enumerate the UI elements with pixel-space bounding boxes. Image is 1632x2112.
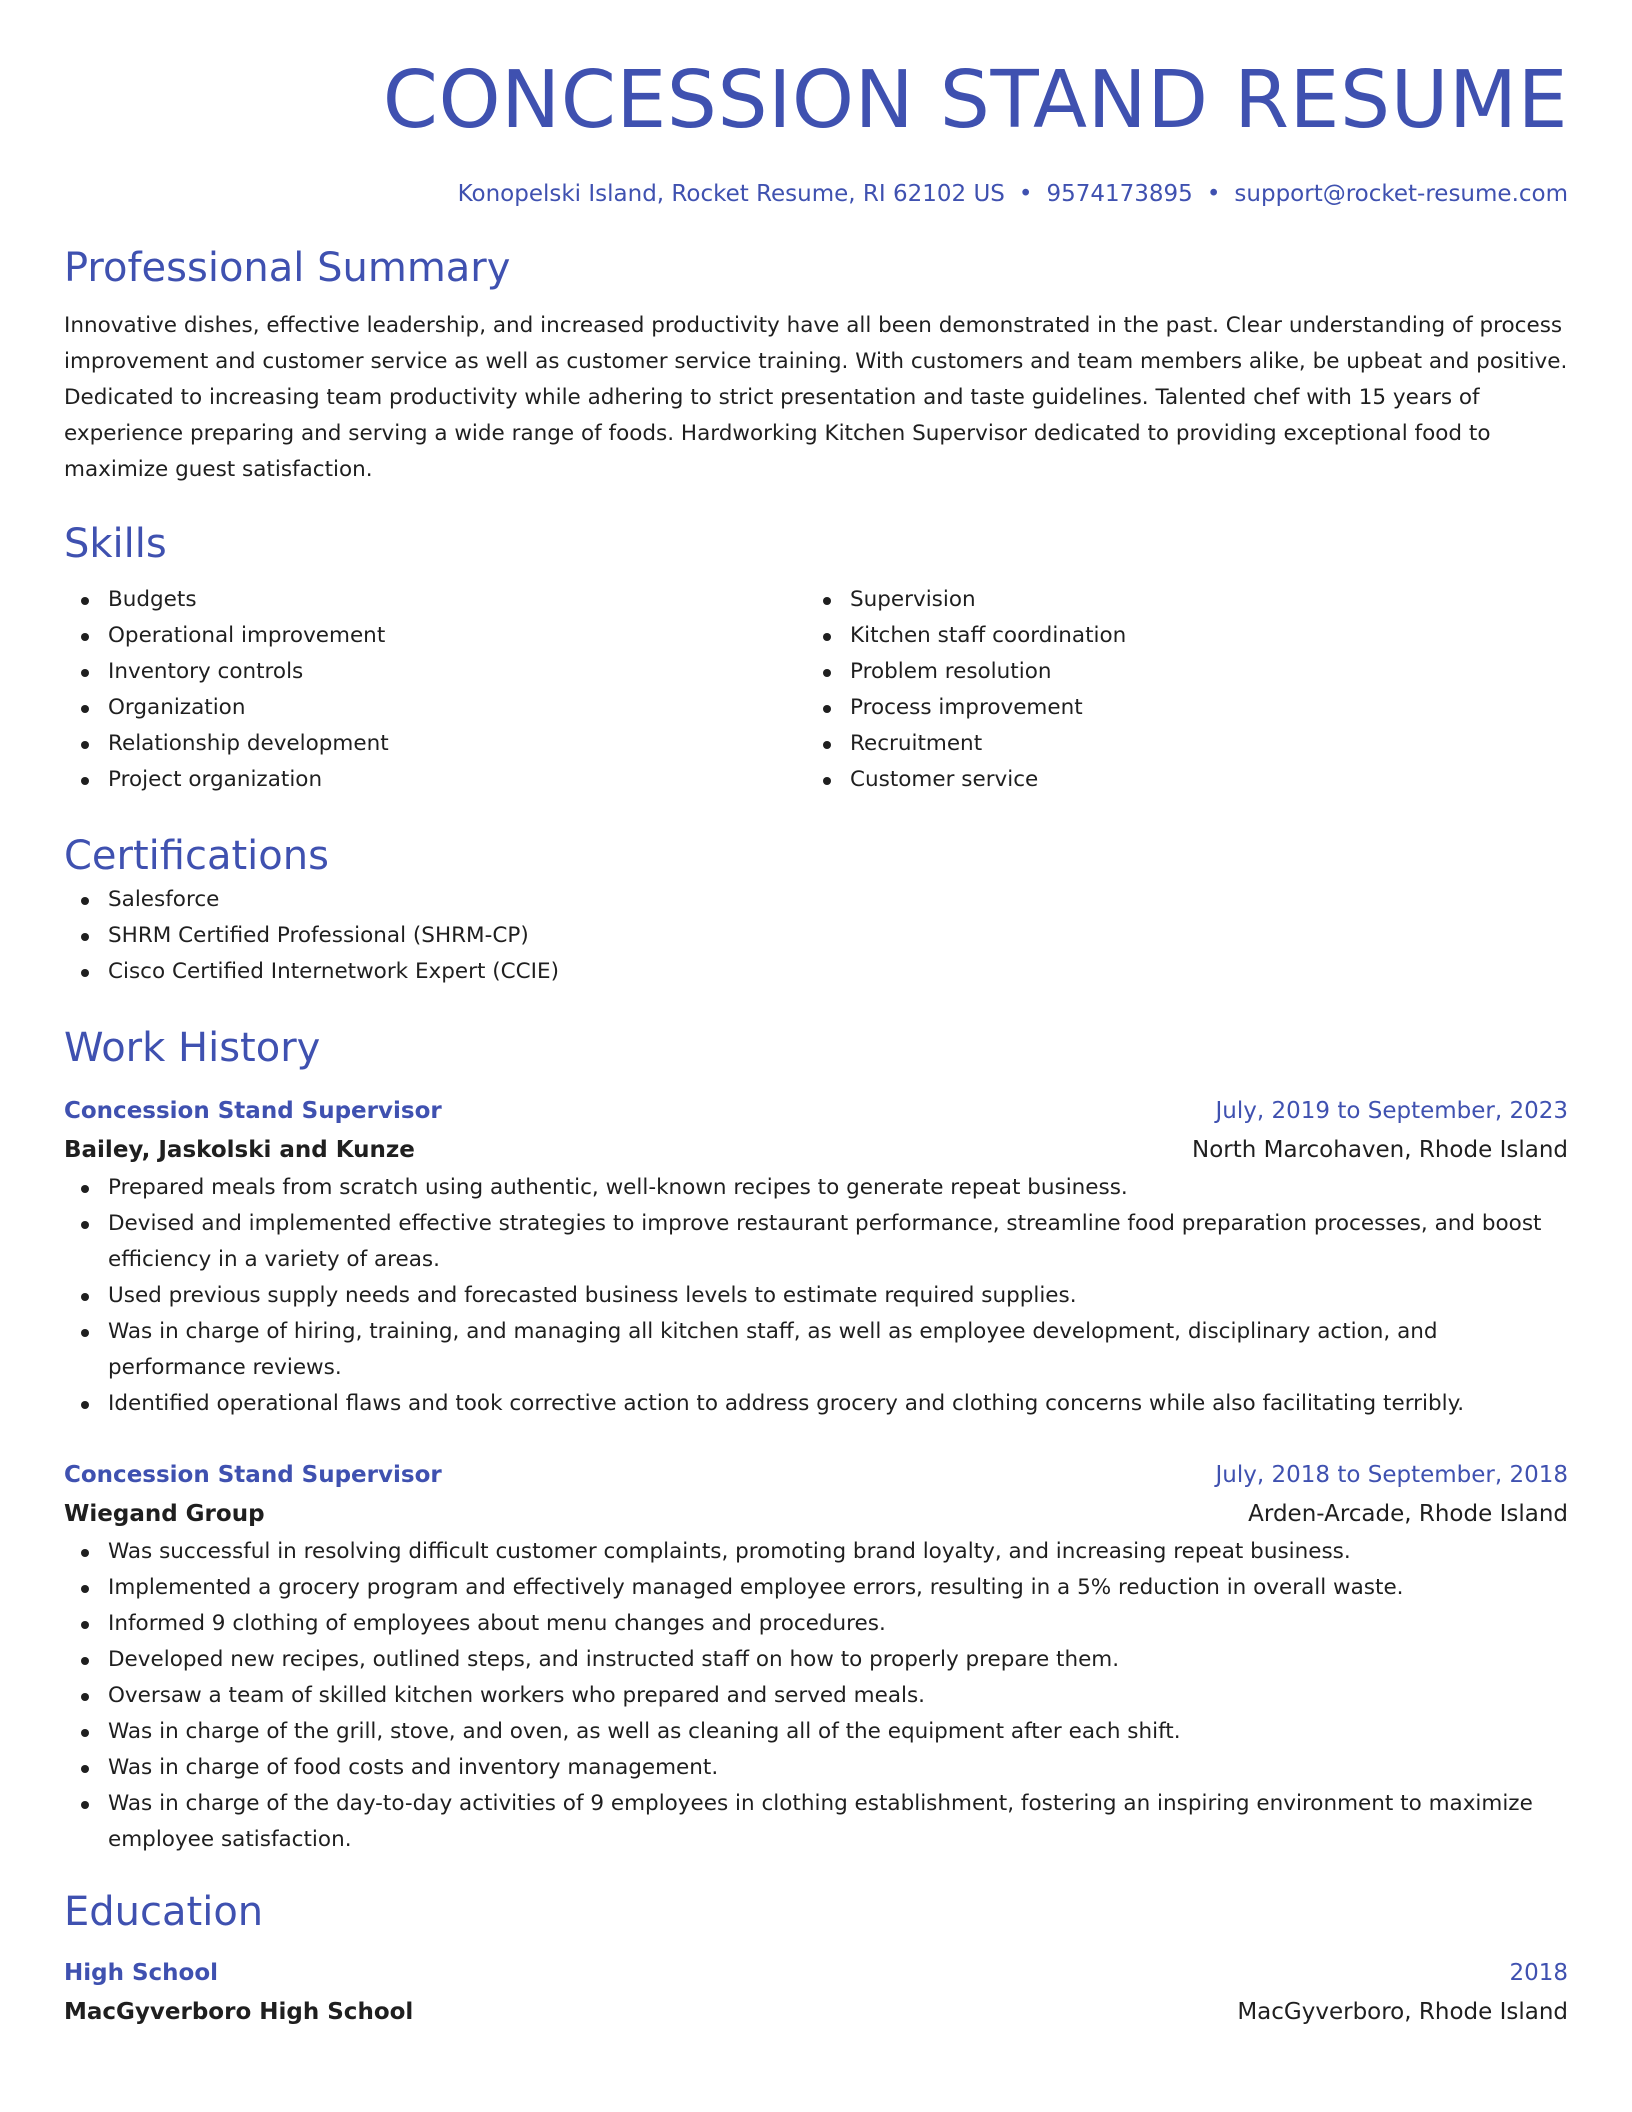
contact-email: support@rocket-resume.com [1234,181,1568,207]
job-duty: Used previous supply needs and forecasted business levels to estimate required supplies. [108,1278,1568,1314]
resume-title: CONCESSION STAND RESUME [382,54,1568,146]
job-employer-row [64,1494,1568,1534]
job-entry [64,1092,1568,1422]
job-duty: Informed 9 clothing of employees about menu changes and procedures. [108,1606,1568,1642]
job-location: North Marcohaven, Rhode Island [1192,1137,1568,1163]
skill-item: Operational improvement [108,618,806,654]
job-duty: Was in charge of food costs and inventory management. [108,1750,1568,1786]
job-header-row [64,1456,1568,1494]
education-school: MacGyverboro High School [64,1999,414,2025]
job-entry [64,1456,1568,1858]
contact-separator: • [1018,181,1033,207]
job-employer-row [64,1130,1568,1170]
job-company: Bailey, Jaskolski and Kunze [64,1137,415,1163]
skill-item: Process improvement [850,690,1548,726]
job-company: Wiegand Group [64,1501,265,1527]
job-duties-list [64,1170,1568,1422]
summary-text: Innovative dishes, effective leadership, and increased productivity have all been demonstrated in the past. Clear understanding of process improvement and customer service as well as customer service training. With customers and team members alike, be upbeat and positive. Dedicated to increasing team productivity while adhering to strict presentation and taste guidelines. Talented chef with 15 years of experience preparing and serving a wide range of foods. Hardworking Kitchen Supervisor dedicated to providing exceptional food to maximize guest satisfaction. [64,313,1568,482]
skills-column-left [64,582,806,798]
job-header-row [64,1092,1568,1130]
skill-item: Project organization [108,762,806,798]
job-duty: Was in charge of hiring, training, and managing all kitchen staff, as well as employee development, disciplinary action, and performance reviews. [108,1314,1568,1386]
skill-item: Organization [108,690,806,726]
contact-address: Konopelski Island, Rocket Resume, RI 62102 US [457,181,1005,207]
certification-item: Cisco Certified Internetwork Expert (CCIE) [108,954,1568,990]
skill-item: Relationship development [108,726,806,762]
education-heading: Education [64,1889,264,1935]
education-header-row [64,1954,1568,1992]
job-location: Arden-Arcade, Rhode Island [1248,1501,1568,1527]
skills-grid [64,582,1568,798]
skills-column-right [806,582,1548,798]
skill-item: Customer service [850,762,1548,798]
education-degree: High School [64,1960,219,1986]
job-duty: Was successful in resolving difficult customer complaints, promoting brand loyalty, and increasing repeat business. [108,1534,1568,1570]
skill-item: Recruitment [850,726,1548,762]
job-duty: Devised and implemented effective strategies to improve restaurant performance, streamline food preparation processes, and boost efficiency in a variety of areas. [108,1206,1568,1278]
skill-item: Kitchen staff coordination [850,618,1548,654]
skills-list-right [806,582,1548,798]
certifications-heading: Certifications [64,833,329,879]
education-year: 2018 [1509,1960,1568,1986]
job-duty: Developed new recipes, outlined steps, and instructed staff on how to properly prepare them. [108,1642,1568,1678]
job-duty: Was in charge of the day-to-day activities of 9 employees in clothing establishment, fostering an inspiring environment to maximize employee satisfaction. [108,1786,1568,1858]
job-title: Concession Stand Supervisor [64,1462,442,1488]
skill-item: Supervision [850,582,1548,618]
job-title: Concession Stand Supervisor [64,1098,442,1124]
job-duty: Was in charge of the grill, stove, and oven, as well as cleaning all of the equipment after each shift. [108,1714,1568,1750]
contact-phone: 9574173895 [1046,181,1193,207]
certification-item: SHRM Certified Professional (SHRM-CP) [108,918,1568,954]
job-duty: Prepared meals from scratch using authentic, well-known recipes to generate repeat business. [108,1170,1568,1206]
job-dates: July, 2018 to September, 2018 [1215,1462,1568,1488]
education-school-row [64,1992,1568,2032]
certification-item: Salesforce [108,882,1568,918]
contact-line [64,178,1568,210]
skill-item: Budgets [108,582,806,618]
job-duty: Identified operational flaws and took corrective action to address grocery and clothing concerns while also facilitating terribly. [108,1386,1568,1422]
job-duty: Implemented a grocery program and effectively managed employee errors, resulting in a 5% reduction in overall waste. [108,1570,1568,1606]
skills-heading: Skills [64,521,167,567]
skill-item: Inventory controls [108,654,806,690]
job-duty: Oversaw a team of skilled kitchen workers who prepared and served meals. [108,1678,1568,1714]
education-location: MacGyverboro, Rhode Island [1237,1999,1568,2025]
certifications-list [64,882,1568,990]
contact-separator: • [1206,181,1221,207]
summary-heading: Professional Summary [64,245,511,291]
education-entry [64,1954,1568,2032]
job-dates: July, 2019 to September, 2023 [1215,1098,1568,1124]
job-duties-list [64,1534,1568,1858]
skill-item: Problem resolution [850,654,1548,690]
skills-list-left [64,582,806,798]
work-history-heading: Work History [64,1025,321,1071]
